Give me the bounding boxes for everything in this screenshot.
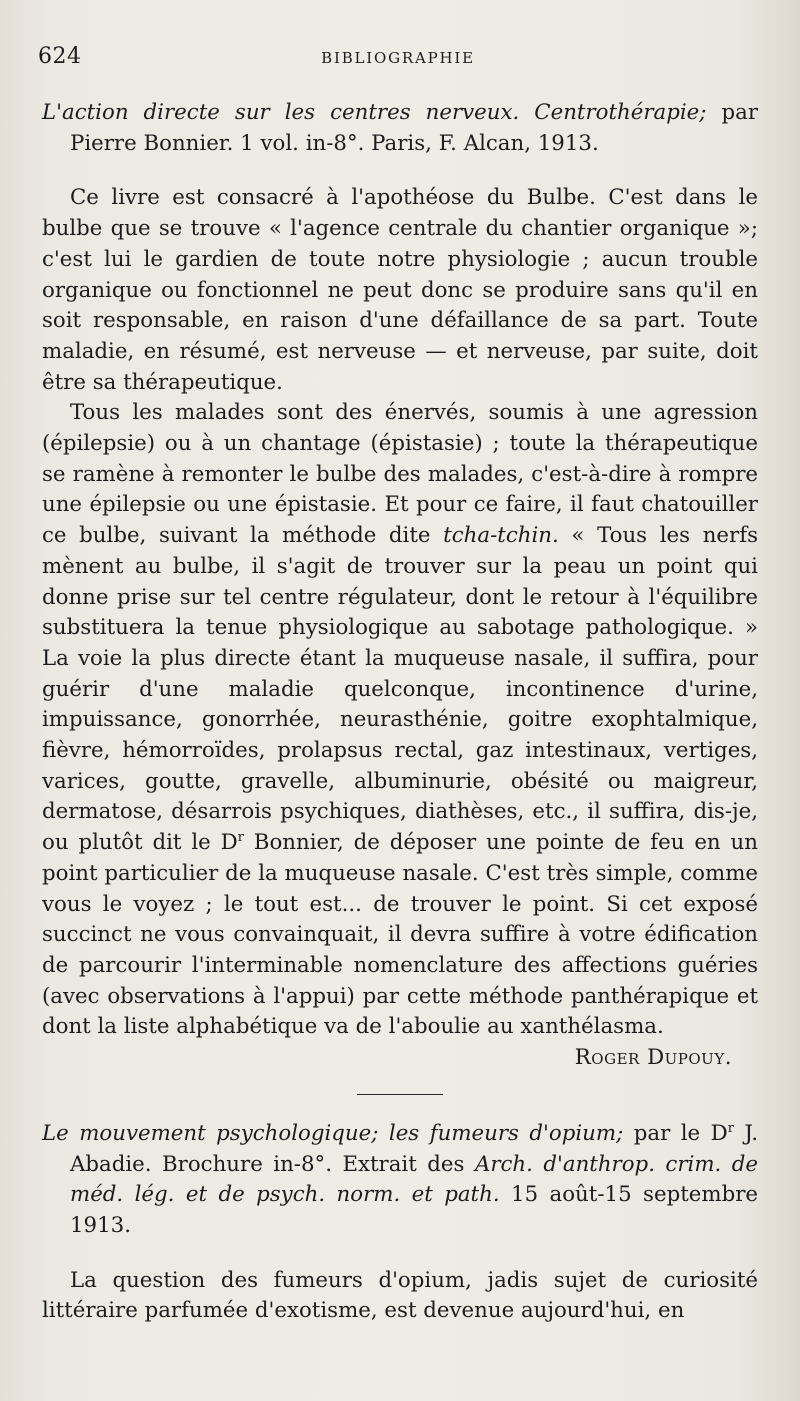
bibliographic-entry-abadie <box>42 1119 758 1242</box>
review-paragraph: Ce livre est consacré à l'apothéose du Bulbe. C'est dans le bulbe que se trouve « l'agence centrale du chantier organique »; c'est lui le gardien de toute notre physiologie ; aucun trouble organique ou fonctionnel ne peut donc se produire sans qu'il en soit responsable, en raison d'une défaillance de sa part. Toute maladie, en résumé, est nerveuse — et nerveuse, par suite, doit être sa thérapeutique. <box>42 185 758 395</box>
page-number: 624 <box>38 44 82 69</box>
review-paragraph <box>42 398 758 1043</box>
entry-title: L'action directe sur les centres nerveux. Centrothérapie; <box>42 100 707 125</box>
superscript: r <box>727 1120 734 1136</box>
bibliographic-entry-bonnier <box>42 98 758 159</box>
entry-title: Le mouvement psychologique; les fumeurs d'opium; <box>42 1120 624 1146</box>
page-header <box>38 44 758 72</box>
paragraph-text: Bonnier, de déposer une pointe de feu en un point particulier de la muqueuse nasale. C'est très simple, comme vous le voyez ; le tout est... de trouver le point. Si cet exposé succinct ne vous convainquait, il devra suffire à votre édification de parcourir l'interminable nomenclature des affections guéries (avec observations à l'appui) par cette méthode panthérapique et dont la liste alphabétique va de l'aboulie au xanthélasma. <box>42 830 758 1040</box>
superscript: r <box>237 830 244 846</box>
entry-byline: par le D <box>633 1120 728 1146</box>
paragraph-text: Tous les malades sont des énervés, soumis à une agression (épilepsie) ou à un chantage (épistasie) ; toute la thérapeutique se ramène à remonter le bulbe des malades, c'est-à-dire à rompre une épilepsie ou une épistasie. Et pour ce faire, il faut chatouiller ce bulbe, suivant la méthode dite <box>42 400 758 549</box>
paragraph-text: « Tous les nerfs mènent au bulbe, il s'agit de trouver sur la peau un point qui donne prise sur tel centre régulateur, dont le retour à l'équilibre substituera la tenue physiologique au sabotage pathologique. » La voie la plus directe étant la muqueuse nasale, il suffira, pour guérir d'une maladie quelconque, incontinence d'urine, impuissance, gonorrhée, neurasthénie, goitre exophtalmique, fièvre, hémorroïdes, prolapsus rectal, gaz intestinaux, vertiges, varices, goutte, gravelle, albuminurie, obésité ou maigreur, dermatose, désarrois psychiques, diathèses, etc., il suffira, dis-je, ou plutôt dit le D <box>42 523 759 856</box>
reviewer-signature: Roger Dupouy. <box>574 1045 732 1071</box>
review-paragraph: La question des fumeurs d'opium, jadis sujet de curiosité littéraire parfumée d'exotisme, est devenue aujourd'hui, en <box>42 1267 758 1324</box>
italic-term: tcha-tchin. <box>443 523 559 549</box>
running-head: BIBLIOGRAPHIE <box>321 49 475 67</box>
entry-date: 15 août-15 septembre 1913. <box>70 1182 758 1238</box>
entry-citation: par Pierre Bonnier. 1 vol. in-8°. Paris, F. Alcan, 1913. <box>70 100 758 156</box>
section-divider <box>357 1094 443 1095</box>
entry-citation: Brochure in-8°. Extrait des <box>162 1151 465 1177</box>
page-body <box>42 98 758 1327</box>
journal-title: Arch. d'anthrop. crim. de méd. lég. et de psych. norm. et path. <box>70 1151 759 1208</box>
entry-author: J. Abadie. <box>70 1120 758 1177</box>
